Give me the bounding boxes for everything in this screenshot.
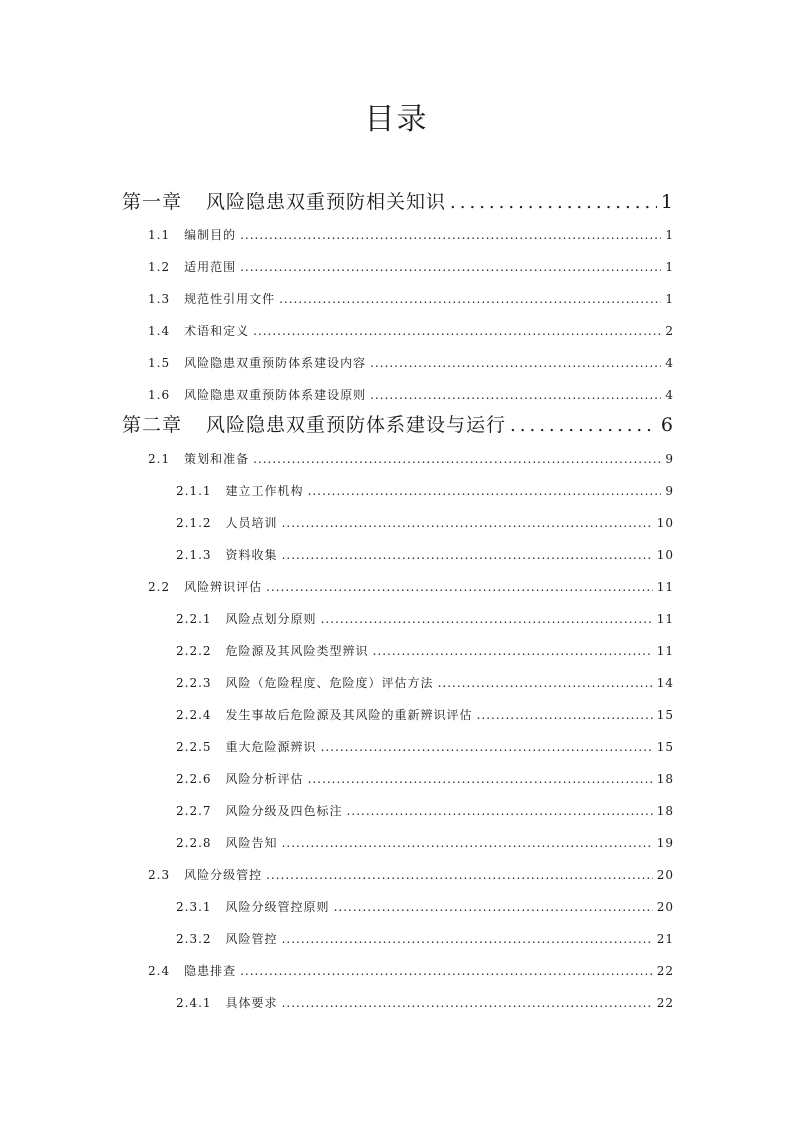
toc-chapter-entry[interactable] <box>122 187 674 214</box>
toc-dot-leader <box>308 484 662 498</box>
toc-dot-leader <box>266 868 653 882</box>
toc-entry[interactable] <box>148 866 674 883</box>
toc-entry-title: 建立工作机构 <box>225 484 304 498</box>
toc-entry[interactable] <box>176 770 674 787</box>
toc-page-number: 18 <box>656 804 674 818</box>
toc-entry[interactable] <box>148 354 674 371</box>
toc-entry-title: 危险源及其风险类型辨识 <box>225 644 369 658</box>
toc-dot-leader <box>347 804 653 818</box>
toc-entry-title: 风险隐患双重预防相关知识 <box>206 191 447 213</box>
toc-page-number: 18 <box>656 772 674 786</box>
toc-page-number: 6 <box>660 414 674 436</box>
toc-entry[interactable] <box>148 226 674 243</box>
toc-entry-number: 2.3.1 <box>176 900 212 914</box>
toc-dot-leader <box>240 260 661 274</box>
toc-page-number: 22 <box>656 964 674 978</box>
toc-page-number: 1 <box>660 191 674 213</box>
toc-page-number: 1 <box>665 292 674 306</box>
toc-dot-leader <box>282 516 653 530</box>
toc-dot-leader <box>370 388 661 402</box>
toc-entry[interactable] <box>176 706 674 723</box>
toc-entry[interactable] <box>176 546 674 563</box>
toc-entry[interactable] <box>176 898 674 915</box>
toc-entry-number: 2.2.1 <box>176 612 212 626</box>
toc-entry[interactable] <box>176 674 674 691</box>
toc-entry-number: 第二章 <box>122 414 183 436</box>
toc-entry-title: 术语和定义 <box>184 324 250 338</box>
toc-dot-leader <box>370 356 661 370</box>
toc-entry-title: 风险分析评估 <box>225 772 304 786</box>
toc-entry-number: 2.4.1 <box>176 996 212 1010</box>
toc-entry-title: 风险（危险程度、危险度）评估方法 <box>225 676 434 690</box>
toc-entry-title: 风险分级管控原则 <box>225 900 330 914</box>
toc-entry-title: 发生事故后危险源及其风险的重新辨识评估 <box>225 708 473 722</box>
toc-dot-leader <box>438 676 653 690</box>
toc-page-number: 10 <box>656 516 674 530</box>
toc-dot-leader <box>240 228 661 242</box>
toc-page-number: 2 <box>665 324 674 338</box>
toc-entry-number: 2.2.7 <box>176 804 212 818</box>
toc-entry-title: 隐患排查 <box>184 964 237 978</box>
toc-entry-number: 第一章 <box>122 191 183 213</box>
toc-entry[interactable] <box>176 514 674 531</box>
toc-entry-title: 风险管控 <box>225 932 278 946</box>
toc-dot-leader <box>253 324 661 338</box>
toc-entry[interactable] <box>176 642 674 659</box>
toc-dot-leader <box>282 932 653 946</box>
toc-page-number: 20 <box>656 900 674 914</box>
toc-page-number: 11 <box>656 612 674 626</box>
toc-entry-number: 2.1 <box>148 452 171 466</box>
toc-entry-number: 2.2.3 <box>176 676 212 690</box>
toc-page-number: 15 <box>656 708 674 722</box>
toc-entry[interactable] <box>176 994 674 1011</box>
toc-entry-title: 风险告知 <box>225 836 278 850</box>
toc-dot-leader <box>373 644 653 658</box>
toc-entry[interactable] <box>176 834 674 851</box>
toc-entry-title: 风险点划分原则 <box>225 612 317 626</box>
toc-entry-number: 1.2 <box>148 260 171 274</box>
toc-dot-leader <box>321 740 653 754</box>
toc-entry-title: 风险分级管控 <box>184 868 263 882</box>
toc-page-number: 9 <box>665 452 674 466</box>
toc-page-number: 10 <box>656 548 674 562</box>
toc-entry[interactable] <box>176 802 674 819</box>
toc-entry-number: 2.3.2 <box>176 932 212 946</box>
toc-chapter-entry[interactable] <box>122 410 674 437</box>
toc-page-number: 1 <box>665 260 674 274</box>
toc-dot-leader <box>334 900 653 914</box>
toc-page-number: 15 <box>656 740 674 754</box>
toc-entry-title: 风险隐患双重预防体系建设与运行 <box>206 414 507 436</box>
toc-entry[interactable] <box>176 482 674 499</box>
toc-entry-title: 适用范围 <box>184 260 237 274</box>
toc-entry-title: 风险隐患双重预防体系建设内容 <box>184 356 367 370</box>
toc-entry[interactable] <box>148 258 674 275</box>
toc-entry-number: 1.1 <box>148 228 171 242</box>
toc-entry-number: 2.3 <box>148 868 171 882</box>
toc-dot-leader <box>450 192 657 213</box>
toc-dot-leader <box>253 452 661 466</box>
toc-entry[interactable] <box>148 578 674 595</box>
toc-entry[interactable] <box>176 930 674 947</box>
toc-page-number: 4 <box>665 356 674 370</box>
toc-dot-leader <box>308 772 653 786</box>
toc-dot-leader <box>266 580 653 594</box>
toc-entry-title: 具体要求 <box>225 996 278 1010</box>
toc-page-number: 20 <box>656 868 674 882</box>
toc-page-number: 11 <box>656 580 674 594</box>
toc-dot-leader <box>282 548 653 562</box>
toc-entry-number: 2.2.4 <box>176 708 212 722</box>
toc-dot-leader <box>321 612 653 626</box>
toc-dot-leader <box>279 292 661 306</box>
toc-entry-title: 规范性引用文件 <box>184 292 276 306</box>
toc-dot-leader <box>510 415 657 436</box>
toc-entry-number: 2.2.8 <box>176 836 212 850</box>
toc-entry-title: 资料收集 <box>225 548 278 562</box>
toc-page-number: 22 <box>656 996 674 1010</box>
toc-entry-number: 2.1.3 <box>176 548 212 562</box>
toc-entry[interactable] <box>176 610 674 627</box>
toc-page-number: 9 <box>665 484 674 498</box>
toc-entry-number: 2.2 <box>148 580 171 594</box>
toc-entry-number: 2.2.5 <box>176 740 212 754</box>
toc-entry-number: 1.3 <box>148 292 171 306</box>
toc-dot-leader <box>240 964 653 978</box>
toc-entry-number: 1.5 <box>148 356 171 370</box>
toc-page-number: 4 <box>665 388 674 402</box>
toc-entry-title: 人员培训 <box>225 516 278 530</box>
toc-page-number: 14 <box>656 676 674 690</box>
toc-entry-number: 2.2.2 <box>176 644 212 658</box>
toc-page-number: 11 <box>656 644 674 658</box>
toc-entry[interactable] <box>148 962 674 979</box>
toc-entry-number: 2.2.6 <box>176 772 212 786</box>
toc-dot-leader <box>282 836 653 850</box>
toc-dot-leader <box>477 708 653 722</box>
toc-entry[interactable] <box>148 450 674 467</box>
toc-entry[interactable] <box>148 386 674 403</box>
toc-entry[interactable] <box>176 738 674 755</box>
toc-entry-number: 2.4 <box>148 964 171 978</box>
toc-page-number: 1 <box>665 228 674 242</box>
toc-dot-leader <box>282 996 653 1010</box>
toc-entry-title: 风险辨识评估 <box>184 580 263 594</box>
toc-entry-title: 风险分级及四色标注 <box>225 804 343 818</box>
toc-entry-title: 策划和准备 <box>184 452 250 466</box>
toc-entry[interactable] <box>148 322 674 339</box>
toc-entry-title: 编制目的 <box>184 228 237 242</box>
toc-page-number: 19 <box>656 836 674 850</box>
toc-entry-number: 2.1.2 <box>176 516 212 530</box>
toc-page-number: 21 <box>656 932 674 946</box>
toc-entry-number: 2.1.1 <box>176 484 212 498</box>
toc-entry-number: 1.6 <box>148 388 171 402</box>
toc-entry[interactable] <box>148 290 674 307</box>
page-title: 目录 <box>364 102 429 137</box>
toc-entry-title: 风险隐患双重预防体系建设原则 <box>184 388 367 402</box>
toc-entry-number: 1.4 <box>148 324 171 338</box>
toc-entry-title: 重大危险源辨识 <box>225 740 317 754</box>
